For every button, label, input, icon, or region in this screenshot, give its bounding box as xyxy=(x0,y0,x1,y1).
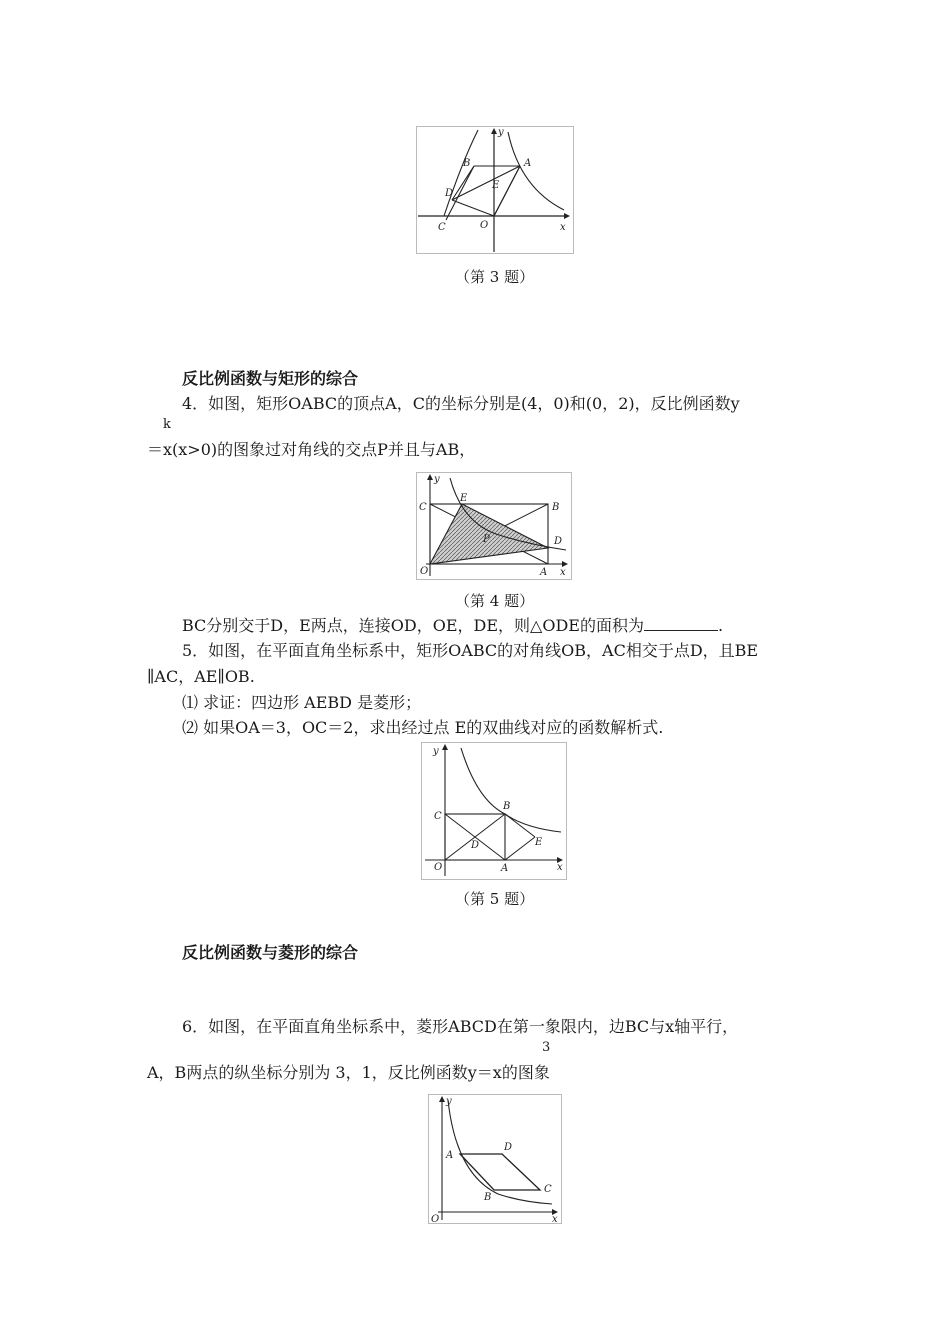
fig4-label-c: C xyxy=(419,502,427,513)
fig4-label-e: E xyxy=(460,493,468,504)
fig3-label-x: x xyxy=(560,222,566,233)
fig4-label-a: A xyxy=(540,567,548,578)
fig4-label-p: P xyxy=(483,534,490,545)
q6-fraction-numerator: 3 xyxy=(542,1040,551,1055)
q5-line2: ∥AC，AE∥OB. xyxy=(147,667,255,686)
fig5-label-a: A xyxy=(501,863,509,874)
q5-part1: ⑴ 求证：四边形 AEBD 是菱形； xyxy=(182,693,422,712)
q6-line2: A，B两点的纵坐标分别为 3，1，反比例函数y＝x的图象 xyxy=(147,1063,550,1082)
fig3-label-o: O xyxy=(480,220,489,231)
q4-fraction-numerator: k xyxy=(163,417,171,432)
fig5-label-c: C xyxy=(434,811,442,822)
fig5-label-o: O xyxy=(434,862,443,873)
figure-q6-graph xyxy=(428,1094,562,1224)
q4-line3-end: . xyxy=(718,616,724,635)
fig6-label-b: B xyxy=(484,1192,492,1203)
fig5-label-y: y xyxy=(433,746,439,757)
fig4-label-b: B xyxy=(552,502,560,513)
fig6-label-c: C xyxy=(544,1184,552,1195)
q5-part2: ⑵ 如果OA＝3，OC＝2，求出经过点 E的双曲线对应的函数解析式. xyxy=(182,718,664,737)
q4-line2: ＝x(x>0)的图象过对角线的交点P并且与AB， xyxy=(147,440,476,459)
fig6-label-y: y xyxy=(446,1096,452,1107)
figure-q5-graph xyxy=(421,742,567,880)
fig5-label-d: D xyxy=(471,840,480,851)
fig4-label-d: D xyxy=(554,536,563,547)
figure-q4-graph xyxy=(416,472,572,580)
q4-answer-blank[interactable] xyxy=(644,616,718,631)
fig3-label-c: C xyxy=(438,222,446,233)
fig6-label-o: O xyxy=(431,1214,440,1224)
fig5-label-e: E xyxy=(535,837,543,848)
fig3-label-e: E xyxy=(492,180,500,191)
fig3-label-a: A xyxy=(524,158,532,169)
figure-q4 xyxy=(416,472,572,580)
fig5-caption: （第 5 题） xyxy=(455,890,535,908)
fig3-label-b: B xyxy=(463,158,471,169)
fig4-label-x: x xyxy=(560,567,566,578)
fig4-caption: （第 4 题） xyxy=(455,592,535,610)
fig6-label-d: D xyxy=(504,1142,513,1153)
figure-q3-graph xyxy=(416,126,574,254)
fig3-label-y: y xyxy=(498,127,504,138)
figure-q3 xyxy=(416,126,574,254)
section-heading-rhombus: 反比例函数与菱形的综合 xyxy=(182,943,359,962)
fig5-label-b: B xyxy=(503,801,511,812)
q5-line1: 5．如图，在平面直角坐标系中，矩形OABC的对角线OB，AC相交于点D，且BE xyxy=(182,641,759,660)
q4-line3 xyxy=(182,613,723,636)
fig6-label-a: A xyxy=(446,1150,454,1161)
fig5-label-x: x xyxy=(557,862,563,873)
fig4-label-y: y xyxy=(434,474,440,485)
figure-q5 xyxy=(421,742,567,880)
q6-line1: 6．如图，在平面直角坐标系中，菱形ABCD在第一象限内，边BC与x轴平行， xyxy=(182,1017,739,1036)
fig6-label-x: x xyxy=(552,1214,558,1224)
fig3-label-d: D xyxy=(445,188,454,199)
fig4-label-o: O xyxy=(420,566,429,577)
q4-line3-text: BC分别交于D，E两点，连接OD，OE，DE，则△ODE的面积为 xyxy=(182,616,644,635)
q4-line1: 4．如图，矩形OABC的顶点A，C的坐标分别是(4，0)和(0，2)，反比例函数y xyxy=(182,394,740,413)
figure-q6 xyxy=(428,1094,562,1224)
fig3-caption: （第 3 题） xyxy=(455,268,535,286)
section-heading-rectangle: 反比例函数与矩形的综合 xyxy=(182,369,359,388)
